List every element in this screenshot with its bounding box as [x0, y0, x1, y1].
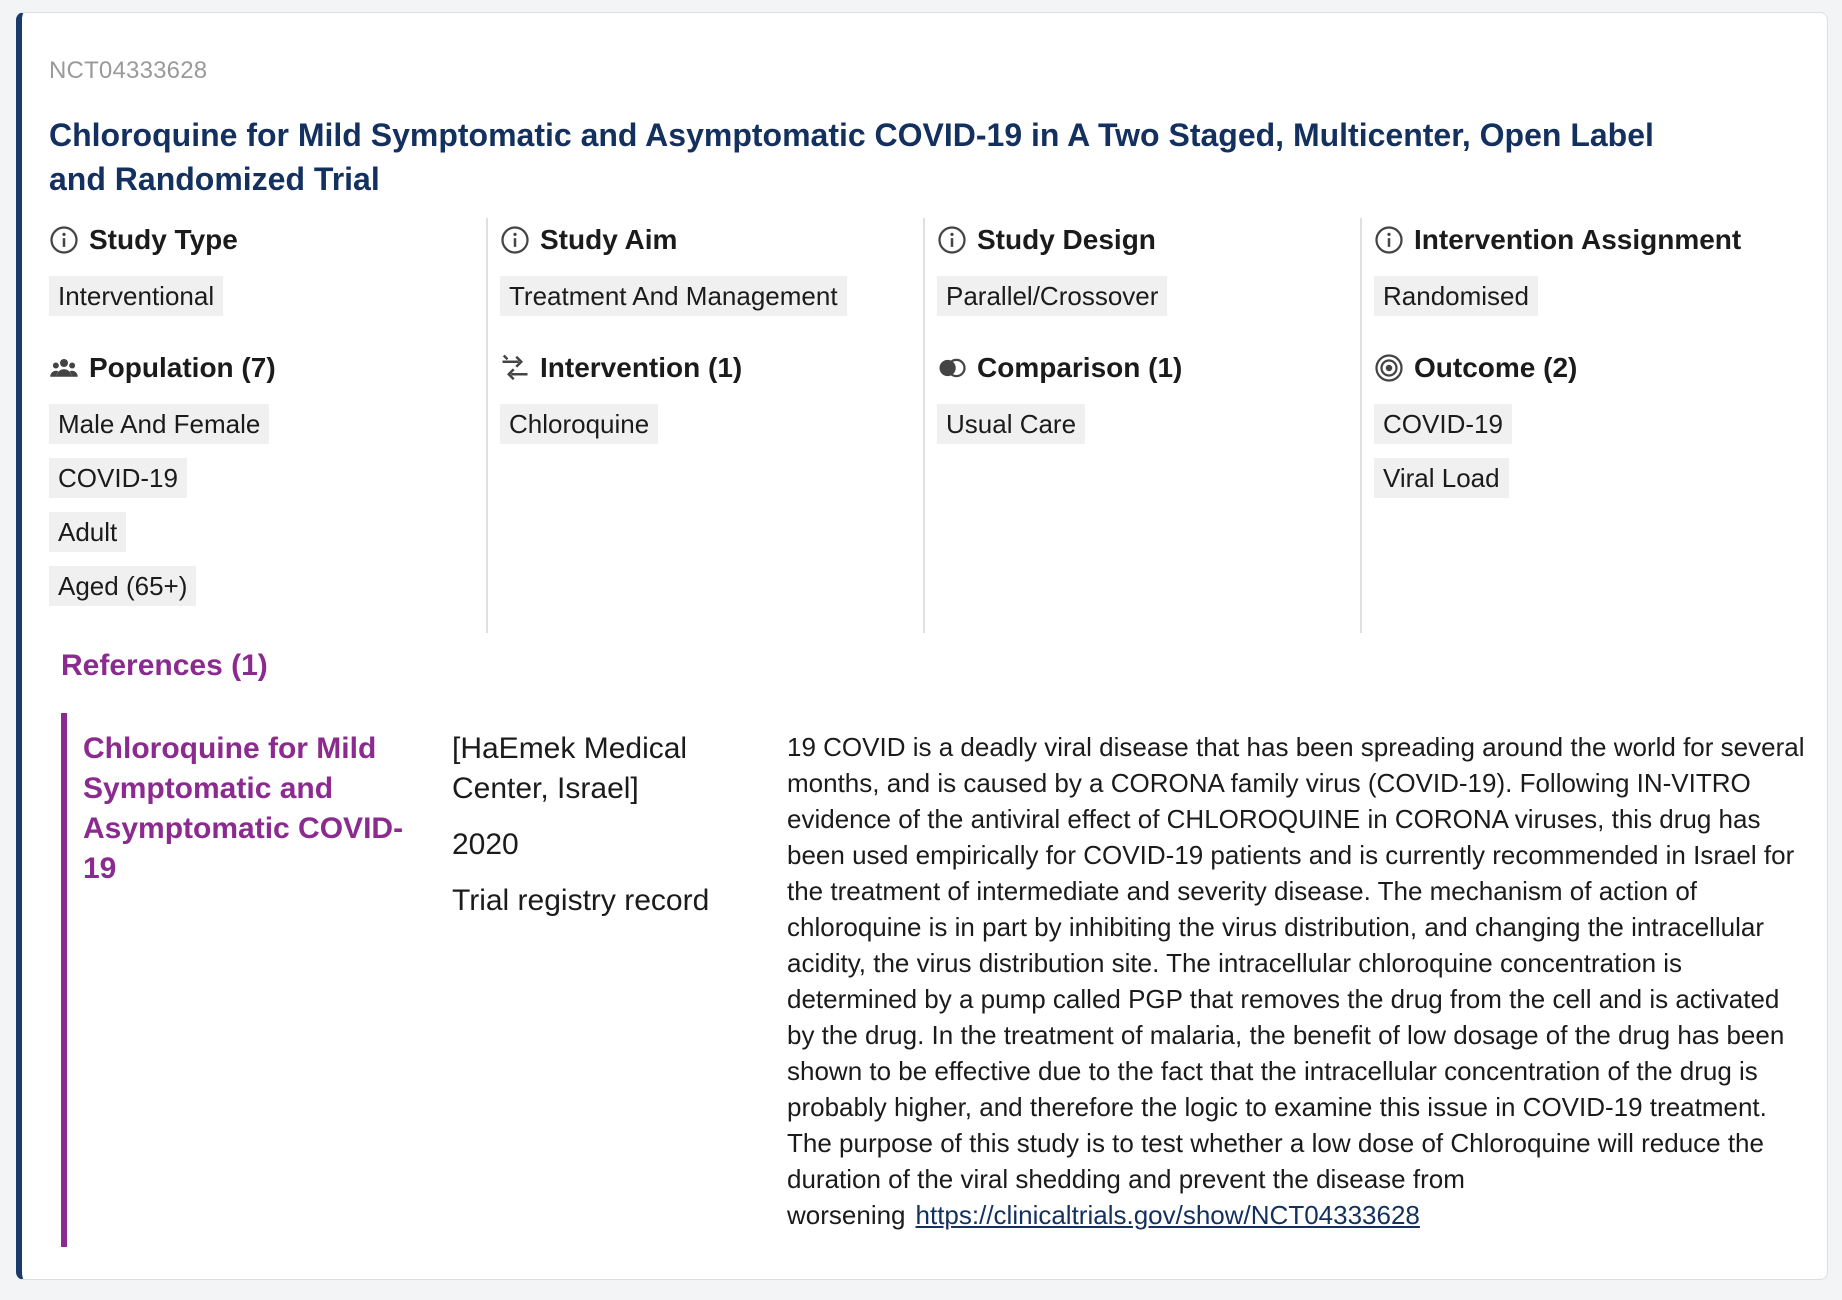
- reference-title[interactable]: Chloroquine for Mild Symptomatic and Asymptomatic COVID-19: [83, 732, 404, 885]
- reference-abstract-text: 19 COVID is a deadly viral disease that has been spreading around the world for several months, and is caused by a CORONA family virus (COVID-19). Following IN-VITRO evidence of the antiviral effect of CHLOROQUINE in CORONA viruses, this drug has been used empirically for COVID-19 patients and is currently recommended in Israel for the treatment of intermediate and severity disease. The mechanism of action of chloroquine is in part by inhibiting the virus distribution, and changing the intracellular acidity, the virus distribution site. The intracellular chloroquine concentration is determined by a pump called PGP that removes the drug from the cell and is activated by the drug. In the treatment of malaria, the benefit of low dosage of the drug has been shown to be effective due to the fact that the intracellular concentration of the drug is probably higher, and therefore the logic to examine this issue in COVID-19 treatment. The purpose of this study is to test whether a low dose of Chloroquine will reduce the duration of the viral shedding and prevent the disease from worsening: [787, 732, 1805, 1230]
- population-tag: Aged (65+): [49, 566, 196, 606]
- intervention-section: [500, 346, 923, 458]
- intervention-assignment-section: [1374, 218, 1797, 330]
- trial-details-grid: [49, 218, 1801, 633]
- study-aim-label: Study Aim: [540, 224, 678, 255]
- outcome-section: [1374, 346, 1797, 512]
- column-study-design-comparison: [923, 218, 1360, 633]
- info-icon: [49, 225, 79, 255]
- study-type-tag: Interventional: [49, 276, 223, 316]
- reference-abstract: [787, 729, 1807, 1233]
- reference-item: [61, 713, 1807, 1247]
- comparison-section: [937, 346, 1360, 458]
- outcome-tag: COVID-19: [1374, 404, 1512, 444]
- study-aim-section: [500, 218, 923, 330]
- reference-link[interactable]: https://clinicaltrials.gov/show/NCT04333628: [915, 1200, 1420, 1230]
- reference-source: [HaEmek Medical Center, Israel]: [452, 732, 688, 805]
- study-design-section: [937, 218, 1360, 330]
- outcome-tag: Viral Load: [1374, 458, 1509, 498]
- intervention-assignment-label: Intervention Assignment: [1414, 224, 1742, 255]
- column-assignment-outcome: [1360, 218, 1797, 633]
- comparison-tag: Usual Care: [937, 404, 1085, 444]
- intervention-tag: Chloroquine: [500, 404, 658, 444]
- people-icon: [49, 353, 79, 383]
- info-icon: [500, 225, 530, 255]
- intervention-assignment-tag: Randomised: [1374, 276, 1538, 316]
- column-study-type-population: [49, 218, 486, 633]
- overlap-circles-icon: [937, 353, 967, 383]
- study-type-label: Study Type: [89, 224, 238, 255]
- population-tag: COVID-19: [49, 458, 187, 498]
- population-tag: Adult: [49, 512, 126, 552]
- reference-type: Trial registry record: [452, 884, 710, 917]
- info-icon: [937, 225, 967, 255]
- trial-title: Chloroquine for Mild Symptomatic and Asymptomatic COVID-19 in A Two Staged, Multicenter, Open Label and Randomized Trial: [49, 117, 1654, 197]
- population-tag: Male And Female: [49, 404, 269, 444]
- study-aim-tag: Treatment And Management: [500, 276, 847, 316]
- comparison-label: Comparison (1): [977, 352, 1183, 383]
- swap-arrows-icon: [500, 353, 530, 383]
- references-heading: References (1): [61, 649, 268, 682]
- population-section: [49, 346, 486, 620]
- trial-id: NCT04333628: [49, 57, 208, 84]
- outcome-label: Outcome (2): [1414, 352, 1578, 383]
- info-icon: [1374, 225, 1404, 255]
- study-design-label: Study Design: [977, 224, 1156, 255]
- study-type-section: [49, 218, 486, 330]
- trial-card: [16, 12, 1828, 1280]
- column-study-aim-intervention: [486, 218, 923, 633]
- reference-meta: [452, 729, 752, 937]
- study-design-tag: Parallel/Crossover: [937, 276, 1167, 316]
- target-icon: [1374, 353, 1404, 383]
- intervention-label: Intervention (1): [540, 352, 743, 383]
- reference-year: 2020: [452, 828, 519, 861]
- population-label: Population (7): [89, 352, 276, 383]
